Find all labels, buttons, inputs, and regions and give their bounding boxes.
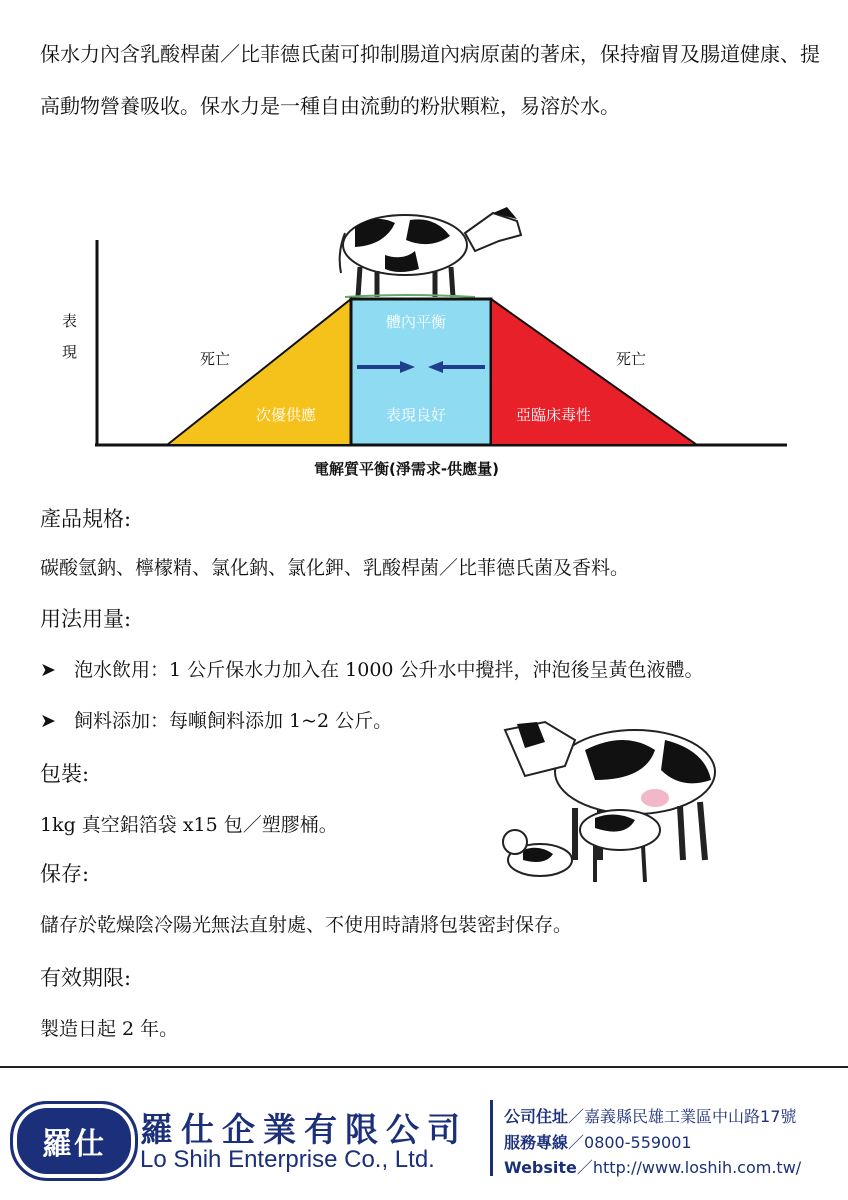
y-axis-label-1: 表 (62, 312, 78, 330)
cow-illustration (340, 207, 521, 297)
footer-service (504, 1130, 692, 1153)
right-death-label: 死亡 (616, 350, 647, 368)
usage-heading: 用法用量: (40, 607, 132, 631)
footer-address (504, 1104, 796, 1127)
center-zone-label: 表現良好 (386, 406, 447, 424)
footer-website (504, 1155, 801, 1178)
spec-heading: 產品規格: (40, 507, 132, 531)
storage-heading: 保存: (40, 862, 90, 886)
company-logo (10, 1101, 138, 1181)
service-label: 服務專線 (504, 1133, 569, 1152)
y-axis-label-2: 現 (62, 343, 78, 361)
center-top-label: 體內平衡 (386, 313, 447, 331)
footer-divider (0, 1066, 848, 1068)
left-zone-label: 次優供應 (256, 406, 317, 424)
address-value: ／嘉義縣民雄工業區中山路17號 (568, 1107, 797, 1126)
website-link[interactable]: ／http://www.loshih.com.tw/ (576, 1158, 802, 1177)
storage-text: 儲存於乾燥陰冷陽光無法直射處、不使用時請將包裝密封保存。 (40, 914, 573, 936)
packaging-heading: 包裝: (40, 762, 90, 786)
shelf-text: 製造日起 2 年。 (40, 1018, 179, 1040)
arrow-bullet-icon: ➤ (40, 710, 56, 732)
packaging-text: 1kg 真空鋁箔袋 x15 包／塑膠桶。 (40, 814, 338, 836)
address-label: 公司住址 (504, 1107, 569, 1126)
shelf-heading: 有效期限: (40, 966, 132, 990)
usage-item-1: ➤ 泡水飲用：1 公斤保水力加入在 1000 公升水中攪拌，沖泡後呈黃色液體。 (40, 659, 704, 681)
website-label: Website (504, 1158, 577, 1177)
spec-text: 碳酸氫鈉、檸檬精、氯化鈉、氯化鉀、乳酸桿菌／比菲德氏菌及香料。 (40, 557, 630, 579)
logo-text: 羅仕 (42, 1127, 106, 1162)
usage-item-2: ➤ 飼料添加：每噸飼料添加 1~2 公斤。 (40, 710, 393, 732)
x-axis-label: 電解質平衡(淨需求-供應量) (314, 460, 499, 478)
right-zone-label: 亞臨床毒性 (516, 406, 592, 424)
service-value: ／0800-559001 (568, 1133, 692, 1152)
cow-and-calves-illustration (495, 710, 725, 890)
left-death-label: 死亡 (200, 350, 231, 368)
company-name-en: Lo Shih Enterprise Co., Ltd. (140, 1146, 435, 1173)
arrow-bullet-icon: ➤ (40, 659, 56, 681)
footer-vertical-divider (490, 1100, 493, 1176)
company-name-zh: 羅仕企業有限公司 (140, 1110, 468, 1149)
intro-paragraph: 保水力內含乳酸桿菌／比菲德氏菌可抑制腸道內病原菌的著床，保持瘤胃及腸道健康、提高動物營養吸收。保水力是一種自由流動的粉狀顆粒，易溶於水。 (40, 42, 820, 118)
